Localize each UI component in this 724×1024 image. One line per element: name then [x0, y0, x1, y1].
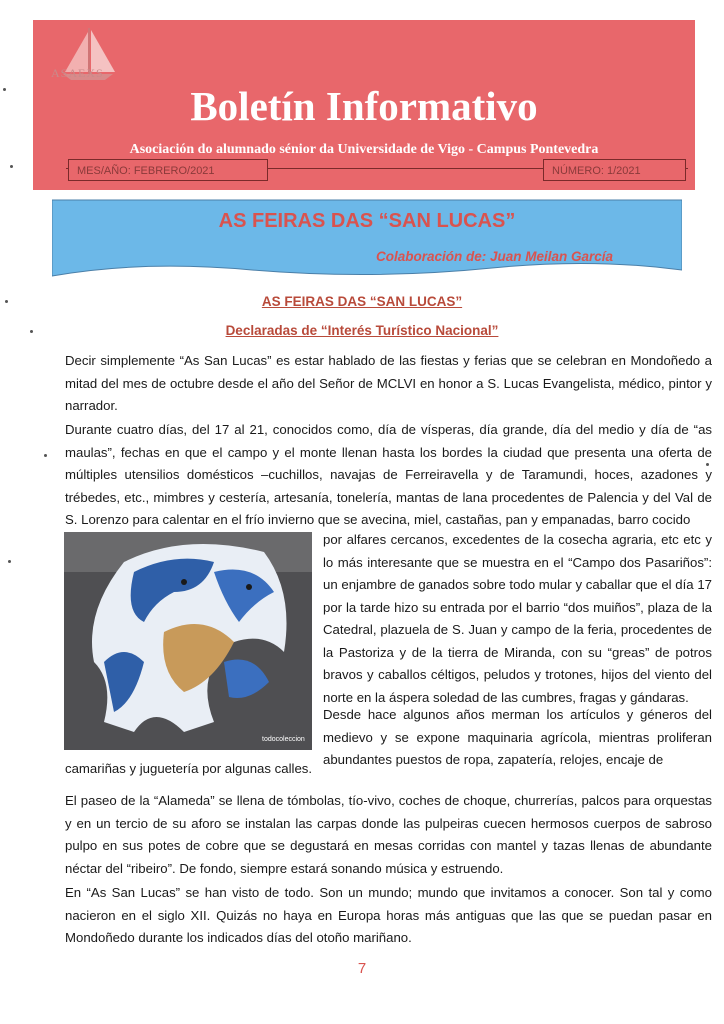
paragraph-5: En “As San Lucas” se han visto de todo. Son un mundo; mundo que invitamos a conocer. Son tal y como nacieron en el siglo XII. Quizás no haya en Europa horas más antiguas que las que se puedan pasar en Mondoñedo durante los indicados días del otoño mariñano.: [65, 885, 712, 945]
paragraph-2: Durante cuatro días, del 17 al 21, conocidos como, día de vísperas, día grande, día del medio y día de “as maulas”, fechas en que el campo y el monte llenan hasta los bordes la ciudad que presenta una oferta de múltiples utensilios domésticos –cuchillos, navajas de Ferreiravella y de Taramundi, hoces, azadones y trébedes, etc., mimbres y cestería, artesanía, tonelería, mantas de lana procedentes de Palencia y del Val de S. Lorenzo para calentar en el frío invierno que se avecina, miel, castañas, pan y empanadas, barro cocido: [65, 422, 712, 527]
paragraph-4: El paseo de la “Alameda” se llena de tómbolas, tío-vivo, coches de choque, churrerías, palcos para orquestas y en un tercio de su aforo se instalan las carpas donde las pulpeiras cuecen hermosos cuerpos de sabroso pulpo en sus potes de cobre que se degustará en mesas corridas con mantel y tazas llenas de abundante néctar del “ribeiro”. De fondo, siempre estará sonando música y estruendo.: [65, 793, 712, 876]
paragraph-3: Desde hace algunos años merman los artículos y géneros del medievo y se expone maquinaria agrícola, mientras proliferan abundantes puestos de ropa, zapatería, relojes, encaje de: [323, 707, 712, 767]
page-number: 7: [357, 960, 367, 977]
association-subtitle: Asociación do alumnado sénior da Universidade de Vigo - Campus Pontevedra: [129, 142, 599, 157]
article-heading: AS FEIRAS DAS “SAN LUCAS”: [261, 294, 463, 309]
paragraph-1: Decir simplemente “As San Lucas” es estar hablado de las fiestas y ferias que se celebran en Mondoñedo a mitad del mes de octubre desde el año del Señor de MCLVI en honor a S. Lucas Evangelista, médico, pintor y narrador.: [65, 353, 712, 413]
banner-title: AS FEIRAS DAS “SAN LUCAS”: [218, 210, 516, 232]
issue-number-field: NÚMERO: 1/2021: [543, 159, 686, 181]
photo-watermark: todocoleccion: [262, 736, 305, 743]
logo-text: ASAEXS: [51, 66, 104, 80]
bulletin-title: Boletín Informativo: [190, 83, 538, 129]
author-credit: Colaboración de: Juan Meilan García: [376, 249, 614, 264]
article-subheading: Declaradas de “Interés Turístico Nacional”: [225, 323, 499, 338]
paragraph-2-continued: por alfares cercanos, excedentes de la cosecha agraria, etc etc y lo más interesante que se muestra en el “Campo dos Pasariños”: un enjambre de ganados sobre todo mular y caballar que el día 17 por la tarde hizo su entrada por el barrio “dos muiños”, plaza de la Catedral, plazuela de S. Juan y campo de la feria, procedentes de la Pastoriza y de la tierra de Miranda, con su “greas” de potros bravos y caballos céltigos, peludos y trotones, hijos del viento del norte en la áspera soledad de las cumbres, fragas y gándaras.: [323, 532, 712, 705]
paragraph-3-continued: camariñas y juguetería por algunas calles.: [65, 761, 313, 776]
horse-sculpture-photo: [64, 532, 312, 750]
date-field: MES/AÑO: FEBRERO/2021: [68, 159, 268, 181]
